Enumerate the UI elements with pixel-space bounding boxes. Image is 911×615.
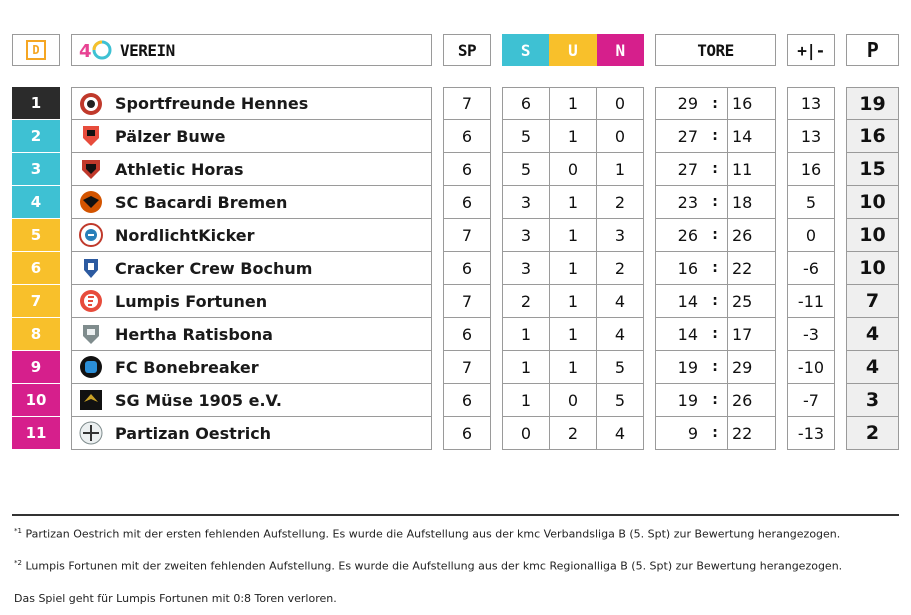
sp-cell: 6 [443, 120, 491, 153]
footnote-2 [14, 559, 842, 573]
team-row[interactable] [71, 318, 432, 351]
s-cell: 5 [502, 153, 550, 186]
sp-cell: 7 [443, 87, 491, 120]
points-cell: 16 [846, 120, 899, 153]
team-row[interactable] [71, 384, 432, 417]
u-cell: 2 [549, 417, 597, 450]
diff-cell: -6 [787, 252, 835, 285]
team-row[interactable] [71, 285, 432, 318]
n-cell: 2 [596, 252, 644, 285]
team-row[interactable] [71, 219, 432, 252]
goals-against-cell: 17 [727, 318, 776, 351]
sp-cell: 6 [443, 186, 491, 219]
crest-bacardi-icon [79, 190, 103, 214]
points-cell: 10 [846, 252, 899, 285]
s-cell: 6 [502, 87, 550, 120]
tore-header [655, 34, 776, 66]
footnote-2-mark: *2 [14, 559, 22, 567]
team-name: NordlichtKicker [115, 225, 255, 245]
goals-separator: : [702, 285, 728, 318]
points-cell: 15 [846, 153, 899, 186]
goals-against-cell: 22 [727, 252, 776, 285]
team-row[interactable] [71, 120, 432, 153]
rank-cell: 5 [12, 219, 60, 252]
division-label: D [26, 40, 46, 60]
goals-separator: : [702, 120, 728, 153]
division-icon [12, 34, 60, 66]
team-name: Hertha Ratisbona [115, 324, 273, 344]
team-row[interactable] [71, 153, 432, 186]
svg-text:4: 4 [79, 41, 92, 62]
goals-for-cell: 14 [655, 285, 703, 318]
s-cell: 5 [502, 120, 550, 153]
goals-against-cell: 25 [727, 285, 776, 318]
goals-against-cell: 26 [727, 384, 776, 417]
diff-cell: 5 [787, 186, 835, 219]
crest-hertha-icon [79, 322, 103, 346]
diff-cell: -3 [787, 318, 835, 351]
team-name: Partizan Oestrich [115, 423, 272, 443]
s-label: S [502, 34, 549, 66]
rank-cell: 9 [12, 351, 60, 384]
n-cell: 5 [596, 351, 644, 384]
goals-for-cell: 19 [655, 351, 703, 384]
s-cell: 1 [502, 384, 550, 417]
team-name: SG Müse 1905 e.V. [115, 390, 282, 410]
sun-header [502, 34, 644, 66]
diff-cell: 13 [787, 87, 835, 120]
u-cell: 1 [549, 186, 597, 219]
goals-separator: : [702, 318, 728, 351]
crest-nordlicht-icon [79, 223, 103, 247]
team-row[interactable] [71, 186, 432, 219]
diff-cell: 16 [787, 153, 835, 186]
u-cell: 1 [549, 120, 597, 153]
goals-against-cell: 16 [727, 87, 776, 120]
points-cell: 4 [846, 318, 899, 351]
goals-separator: : [702, 186, 728, 219]
s-cell: 3 [502, 186, 550, 219]
tore-label: TORE [697, 40, 734, 60]
rank-cell: 2 [12, 120, 60, 153]
sp-cell: 7 [443, 219, 491, 252]
u-label: U [549, 34, 596, 66]
sp-cell: 6 [443, 417, 491, 450]
s-cell: 1 [502, 351, 550, 384]
points-cell: 7 [846, 285, 899, 318]
rank-cell: 11 [12, 417, 60, 450]
u-cell: 0 [549, 153, 597, 186]
points-cell: 3 [846, 384, 899, 417]
team-name: SC Bacardi Bremen [115, 192, 288, 212]
sp-cell: 6 [443, 153, 491, 186]
goals-separator: : [702, 219, 728, 252]
goals-separator: : [702, 252, 728, 285]
goals-separator: : [702, 153, 728, 186]
verein-header [71, 34, 432, 66]
goals-against-cell: 11 [727, 153, 776, 186]
n-cell: 0 [596, 120, 644, 153]
team-row[interactable] [71, 252, 432, 285]
footnote-3: Das Spiel geht für Lumpis Fortunen mit 0:8 Toren verloren. [14, 592, 337, 605]
u-cell: 1 [549, 318, 597, 351]
n-label: N [597, 34, 644, 66]
diff-cell: 13 [787, 120, 835, 153]
rank-cell: 7 [12, 285, 60, 318]
goals-separator: : [702, 384, 728, 417]
anniversary-logo-icon [78, 38, 112, 62]
points-cell: 4 [846, 351, 899, 384]
crest-fortunen-icon [79, 289, 103, 313]
n-cell: 5 [596, 384, 644, 417]
team-name: Athletic Horas [115, 159, 244, 179]
goals-separator: : [702, 417, 728, 450]
goals-for-cell: 19 [655, 384, 703, 417]
diff-cell: -13 [787, 417, 835, 450]
rank-cell: 10 [12, 384, 60, 417]
u-cell: 1 [549, 351, 597, 384]
footnote-1 [14, 527, 840, 541]
n-cell: 4 [596, 285, 644, 318]
crest-buwe-icon [79, 124, 103, 148]
verein-label: VEREIN [120, 40, 175, 60]
rank-cell: 4 [12, 186, 60, 219]
footer-divider [12, 514, 899, 516]
points-header [846, 34, 899, 66]
diff-header [787, 34, 835, 66]
team-row[interactable] [71, 87, 432, 120]
footnote-1-mark: *1 [14, 527, 22, 535]
team-row[interactable] [71, 417, 432, 450]
crest-muese-icon [79, 388, 103, 412]
diff-cell: -11 [787, 285, 835, 318]
crest-bonebreaker-icon [79, 355, 103, 379]
crest-hennes-icon [79, 92, 103, 116]
s-cell: 2 [502, 285, 550, 318]
sp-cell: 6 [443, 252, 491, 285]
n-cell: 4 [596, 417, 644, 450]
footnote-1-text: Partizan Oestrich mit der ersten fehlenden Aufstellung. Es wurde die Aufstellung aus der kmc Verbandsliga B (5. Spt) zur Bewertung herangezogen. [25, 527, 841, 541]
goals-for-cell: 27 [655, 120, 703, 153]
goals-for-cell: 23 [655, 186, 703, 219]
sp-cell: 6 [443, 318, 491, 351]
sp-label: SP [457, 40, 477, 60]
sp-cell: 6 [443, 384, 491, 417]
goals-against-cell: 22 [727, 417, 776, 450]
goals-against-cell: 18 [727, 186, 776, 219]
n-cell: 3 [596, 219, 644, 252]
goals-for-cell: 14 [655, 318, 703, 351]
points-cell: 19 [846, 87, 899, 120]
points-cell: 2 [846, 417, 899, 450]
team-name: Sportfreunde Hennes [115, 94, 309, 113]
points-cell: 10 [846, 186, 899, 219]
sp-cell: 7 [443, 285, 491, 318]
diff-cell: 0 [787, 219, 835, 252]
n-cell: 1 [596, 153, 644, 186]
s-cell: 0 [502, 417, 550, 450]
goals-against-cell: 14 [727, 120, 776, 153]
goals-against-cell: 29 [727, 351, 776, 384]
goals-for-cell: 29 [655, 87, 703, 120]
s-cell: 3 [502, 219, 550, 252]
rank-cell: 6 [12, 252, 60, 285]
sp-cell: 7 [443, 351, 491, 384]
s-cell: 3 [502, 252, 550, 285]
goals-separator: : [702, 87, 728, 120]
goals-against-cell: 26 [727, 219, 776, 252]
goals-for-cell: 27 [655, 153, 703, 186]
n-cell: 2 [596, 186, 644, 219]
s-cell: 1 [502, 318, 550, 351]
team-name: FC Bonebreaker [115, 357, 259, 377]
team-row[interactable] [71, 351, 432, 384]
crest-horas-icon [79, 157, 103, 181]
footnote-2-text: Lumpis Fortunen mit der zweiten fehlenden Aufstellung. Es wurde die Aufstellung aus der kmc Regionalliga B (5. Spt) zur Bewertung herangezogen. [25, 559, 843, 573]
n-cell: 0 [596, 87, 644, 120]
n-cell: 4 [596, 318, 644, 351]
u-cell: 1 [549, 87, 597, 120]
team-name: Cracker Crew Bochum [115, 258, 313, 278]
goals-for-cell: 26 [655, 219, 703, 252]
rank-cell: 3 [12, 153, 60, 186]
u-cell: 1 [549, 219, 597, 252]
sp-header [443, 34, 491, 66]
crest-partizan-icon [79, 421, 103, 445]
rank-cell: 1 [12, 87, 60, 120]
diff-cell: -10 [787, 351, 835, 384]
team-name: Lumpis Fortunen [115, 291, 268, 311]
goals-for-cell: 9 [655, 417, 703, 450]
crest-bochum-icon [79, 256, 103, 280]
team-name: Pälzer Buwe [115, 126, 226, 146]
goals-for-cell: 16 [655, 252, 703, 285]
u-cell: 0 [549, 384, 597, 417]
goals-separator: : [702, 351, 728, 384]
rank-cell: 8 [12, 318, 60, 351]
diff-label: +|- [797, 40, 825, 60]
diff-cell: -7 [787, 384, 835, 417]
u-cell: 1 [549, 285, 597, 318]
points-cell: 10 [846, 219, 899, 252]
u-cell: 1 [549, 252, 597, 285]
points-label: P [866, 38, 879, 62]
